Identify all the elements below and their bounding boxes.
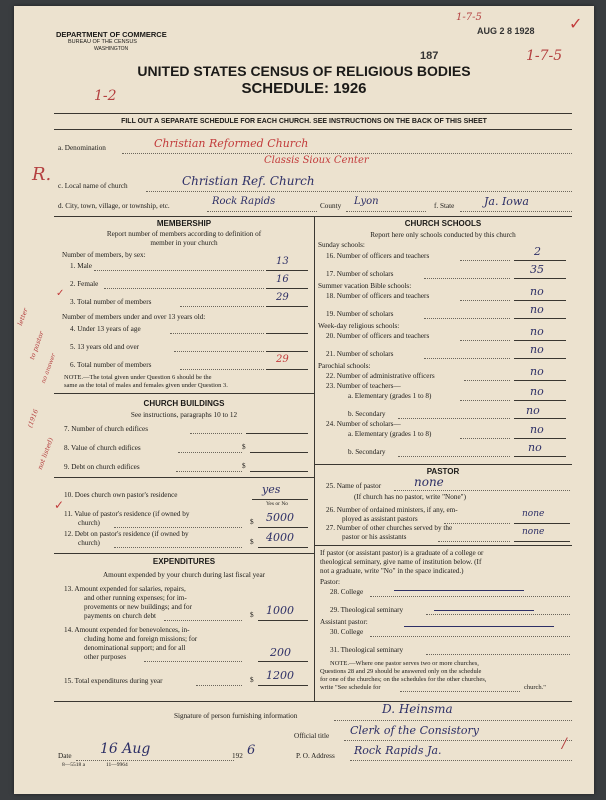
schools-subtitle: Report here only schools conducted by this church bbox=[370, 231, 516, 239]
membership-note-1: NOTE.—The total given under Question 6 should be the bbox=[64, 374, 212, 381]
bureau-name: BUREAU OF THE CENSUS bbox=[68, 39, 137, 45]
schedule-title: SCHEDULE: 1926 bbox=[241, 80, 367, 97]
weekday-schools-label: Week-day religious schools: bbox=[318, 322, 400, 330]
check-mark-icon: ✓ bbox=[569, 16, 583, 33]
department-name: DEPARTMENT OF COMMERCE bbox=[56, 30, 167, 39]
graduate-note-3: not a graduate, write "No" in the space indicated.) bbox=[320, 567, 464, 575]
q13-dollar: $ bbox=[250, 611, 254, 619]
q14-label-b: cluding home and foreign missions; for bbox=[84, 635, 198, 643]
membership-subtitle-2: member in your church bbox=[150, 239, 218, 247]
state-value: Ja. Iowa bbox=[484, 195, 529, 208]
membership-note-2: same as the total of males and females given under Question 3. bbox=[64, 382, 228, 389]
bureau-city: WASHINGTON bbox=[94, 46, 129, 52]
graduate-note-2: theological seminary, give name of institution below. (If bbox=[320, 558, 482, 566]
assistant-pastor-subheading: Assistant pastor: bbox=[320, 618, 368, 626]
q26-label-a: 26. Number of ordained ministers, if any, em- bbox=[326, 506, 458, 514]
q15-label: 15. Total expenditures during year bbox=[64, 677, 163, 685]
q24-label: 24. Number of scholars— bbox=[326, 420, 401, 428]
corner-note-right: 1-7-5 bbox=[526, 48, 563, 64]
graduate-note-1: If pastor (or assistant pastor) is a graduate of a college or bbox=[320, 549, 484, 557]
q20-value: no bbox=[530, 325, 544, 338]
margin-note-not-listed: not listed) bbox=[36, 436, 55, 471]
official-title-label: Official title bbox=[294, 732, 330, 740]
official-title-value: Clerk of the Consistory bbox=[350, 724, 480, 737]
margin-note-1916: (1916 bbox=[26, 408, 41, 429]
q8-dollar: $ bbox=[242, 443, 246, 451]
q28-label: 28. College bbox=[330, 588, 364, 596]
county-value: Lyon bbox=[354, 196, 379, 207]
q24b-label: b. Secondary bbox=[348, 448, 386, 456]
q3-value: 29 bbox=[276, 292, 289, 303]
q3-label: 3. Total number of members bbox=[70, 298, 152, 306]
pastor-note-a: NOTE.—Where one pastor serves two or more churches, bbox=[330, 660, 479, 667]
q17-value: 35 bbox=[530, 263, 544, 276]
q12-label-a: 12. Debt on pastor's residence (if owned by bbox=[64, 530, 189, 538]
buildings-subtitle: See instructions, paragraphs 10 to 12 bbox=[130, 411, 238, 419]
q9-dollar: $ bbox=[242, 462, 246, 470]
form-code-1: 8—5518 a bbox=[62, 762, 86, 768]
q13-label-b: and other running expenses; for im- bbox=[84, 594, 187, 602]
membership-subtitle-1: Report number of members according to definition of bbox=[106, 230, 262, 238]
q25-label: 25. Name of pastor bbox=[326, 482, 382, 490]
q21-label: 21. Number of scholars bbox=[326, 350, 394, 358]
date-label: Date bbox=[58, 752, 72, 760]
q11-value: 5000 bbox=[266, 511, 294, 524]
instruction-line: FILL OUT A SEPARATE SCHEDULE FOR EACH CHURCH. SEE INSTRUCTIONS ON THE BACK OF THIS SHEET bbox=[121, 118, 487, 125]
q25-value: none bbox=[414, 475, 444, 489]
pastor-note-b: Questions 28 and 29 should be answered only on the schedule bbox=[320, 668, 482, 675]
q14-value: 200 bbox=[270, 646, 291, 659]
state-label: f. State bbox=[434, 202, 455, 210]
margin-slash-mark: / bbox=[562, 736, 567, 752]
county-label: County bbox=[320, 202, 342, 210]
q23a-value: no bbox=[530, 385, 544, 398]
q19-label: 19. Number of scholars bbox=[326, 310, 394, 318]
q15-dollar: $ bbox=[250, 676, 254, 684]
tick-mark-icon-2: ✓ bbox=[54, 498, 65, 512]
expenditures-title: EXPENDITURES bbox=[152, 557, 216, 566]
q23a-label: a. Elementary (grades 1 to 8) bbox=[348, 392, 432, 400]
q16-label: 16. Number of officers and teachers bbox=[326, 252, 430, 260]
pastor-note-d: write "See schedule for bbox=[320, 684, 381, 691]
pastor-title: PASTOR bbox=[426, 467, 460, 476]
q16-value: 2 bbox=[534, 245, 541, 258]
po-address-label: P. O. Address bbox=[296, 752, 335, 760]
q6-value: 29 bbox=[276, 354, 289, 365]
sunday-schools-label: Sunday schools: bbox=[318, 241, 365, 249]
margin-note-pastor: to pastor bbox=[28, 330, 46, 361]
q13-label-a: 13. Amount expended for salaries, repairs, bbox=[64, 585, 186, 593]
q14-label-d: other purposes bbox=[84, 653, 127, 661]
q22-label: 22. Number of administrative officers bbox=[326, 372, 435, 380]
corner-note-top: 1-7-5 bbox=[456, 12, 482, 23]
membership-age-header: Number of members under and over 13 years old: bbox=[62, 313, 206, 321]
q11-label-a: 11. Value of pastor's residence (if owned by bbox=[64, 510, 190, 518]
q25-note: (If church has no pastor, write "None") bbox=[354, 493, 466, 501]
city-label: d. City, town, village, or township, etc. bbox=[58, 202, 170, 210]
q23b-label: b. Secondary bbox=[348, 410, 386, 418]
year-prefix: 192 bbox=[232, 752, 243, 760]
local-name-value: Christian Ref. Church bbox=[182, 174, 315, 188]
pastor-note-c: for one of the churches; on the schedules for the other churches, bbox=[320, 676, 487, 683]
q13-value: 1000 bbox=[266, 604, 294, 617]
q1-label: 1. Male bbox=[70, 262, 92, 270]
q29-label: 29. Theological seminary bbox=[330, 606, 404, 614]
q24a-value: no bbox=[530, 423, 544, 436]
q24b-value: no bbox=[528, 441, 542, 454]
q21-value: no bbox=[530, 343, 544, 356]
city-value: Rock Rapids bbox=[212, 196, 276, 207]
corner-note-left: 1-2 bbox=[94, 88, 117, 104]
q26-value: none bbox=[522, 509, 545, 519]
q22-value: no bbox=[530, 365, 544, 378]
tick-mark-icon: ✓ bbox=[56, 288, 65, 299]
q18-value: no bbox=[530, 285, 544, 298]
q11-dollar: $ bbox=[250, 518, 254, 526]
membership-by-sex: Number of members, by sex: bbox=[62, 251, 146, 259]
q14-label-a: 14. Amount expended for benevolences, in- bbox=[64, 626, 190, 634]
q30-label: 30. College bbox=[330, 628, 364, 636]
q4-label: 4. Under 13 years of age bbox=[70, 325, 141, 333]
received-date-stamp: AUG 2 8 1928 bbox=[477, 26, 535, 36]
q20-label: 20. Number of officers and teachers bbox=[326, 332, 430, 340]
summer-schools-label: Summer vacation Bible schools: bbox=[318, 282, 412, 290]
q23-label: 23. Number of teachers— bbox=[326, 382, 401, 390]
q27-label-a: 27. Number of other churches served by the bbox=[326, 524, 453, 532]
margin-note-no-answer: no answer bbox=[40, 352, 58, 385]
q12-dollar: $ bbox=[250, 538, 254, 546]
q2-label: 2. Female bbox=[70, 280, 99, 288]
q10-value: yes bbox=[262, 483, 281, 496]
denomination-label: a. Denomination bbox=[58, 144, 106, 152]
pastor-subheading: Pastor: bbox=[320, 578, 340, 586]
buildings-title: CHURCH BUILDINGS bbox=[143, 399, 225, 408]
q13-label-c: provements or new buildings; and for bbox=[84, 603, 192, 611]
q8-label: 8. Value of church edifices bbox=[64, 444, 141, 452]
q2-value: 16 bbox=[276, 274, 289, 285]
q19-value: no bbox=[530, 303, 544, 316]
q15-value: 1200 bbox=[266, 669, 294, 682]
q6-label: 6. Total number of members bbox=[70, 361, 152, 369]
q11-label-b: church) bbox=[78, 519, 100, 527]
pastor-note-e: church." bbox=[524, 684, 546, 691]
census-schedule-page bbox=[14, 6, 594, 794]
form-code-2: 11—9964 bbox=[106, 762, 128, 768]
margin-r-mark: R. bbox=[32, 164, 52, 185]
form-title: UNITED STATES CENSUS OF RELIGIOUS BODIES bbox=[137, 63, 471, 79]
margin-note-letter: letter bbox=[16, 306, 30, 327]
q14-label-c: denominational support; and for all bbox=[84, 644, 186, 652]
classis-value: Classis Sioux Center bbox=[264, 155, 369, 166]
expenditures-subtitle: Amount expended by your church during last fiscal year bbox=[102, 571, 266, 579]
q18-label: 18. Number of officers and teachers bbox=[326, 292, 430, 300]
year-digit: 6 bbox=[247, 743, 256, 758]
q13-label-d: payments on church debt bbox=[84, 612, 157, 620]
parochial-schools-label: Parochial schools: bbox=[318, 362, 371, 370]
q31-label: 31. Theological seminary bbox=[330, 646, 404, 654]
q7-label: 7. Number of church edifices bbox=[64, 425, 149, 433]
q24a-label: a. Elementary (grades 1 to 8) bbox=[348, 430, 432, 438]
denomination-value: Christian Reformed Church bbox=[154, 137, 309, 150]
q27-value: none bbox=[522, 527, 545, 537]
membership-title: MEMBERSHIP bbox=[156, 219, 212, 228]
q12-label-b: church) bbox=[78, 539, 100, 547]
date-value: 16 Aug bbox=[100, 741, 151, 757]
local-name-label: c. Local name of church bbox=[58, 182, 128, 190]
schedule-number-stamp: 187 bbox=[420, 50, 439, 62]
signature-value: D. Heinsma bbox=[382, 702, 453, 716]
schools-title: CHURCH SCHOOLS bbox=[404, 219, 482, 228]
q17-label: 17. Number of scholars bbox=[326, 270, 394, 278]
q9-label: 9. Debt on church edifices bbox=[64, 463, 140, 471]
q26-label-b: ployed as assistant pastors bbox=[342, 515, 418, 523]
q27-label-b: pastor or his assistants bbox=[342, 533, 407, 541]
q1-value: 13 bbox=[276, 256, 289, 267]
q10-label: 10. Does church own pastor's residence bbox=[64, 491, 178, 499]
q12-value: 4000 bbox=[266, 531, 294, 544]
po-address-value: Rock Rapids Ja. bbox=[354, 744, 442, 757]
signature-label: Signature of person furnishing information bbox=[174, 712, 298, 720]
q23b-value: no bbox=[526, 404, 540, 417]
yes-no-hint: Yes or No bbox=[266, 501, 289, 507]
q5-label: 5. 13 years old and over bbox=[70, 343, 140, 351]
